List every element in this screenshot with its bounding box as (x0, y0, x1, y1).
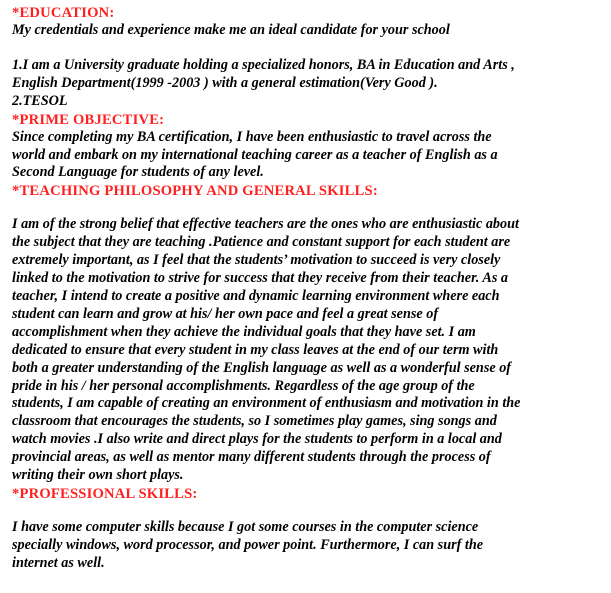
philosophy-line: linked to the motivation to strive for success that they receive from their teacher. As a (12, 270, 509, 287)
professional-line: I have some computer skills because I got some courses in the computer science (12, 518, 479, 535)
philosophy-line: provincial areas, as well as mentor many different students through the process of (12, 449, 491, 466)
philosophy-text (12, 216, 602, 485)
philosophy-line: accomplishment when they achieve the individual goals that they have set. I am (12, 323, 476, 340)
document-body (12, 4, 602, 573)
philosophy-line: I am of the strong belief that effective teachers are the ones who are enthusiastic about (12, 216, 519, 233)
philosophy-line: extremely important, as I feel that the students’ motivation to succeed is very closely (12, 252, 501, 269)
objective-heading: *PRIME OBJECTIVE: (12, 111, 165, 128)
philosophy-line: student can learn and grow at his/ her own pace and feel a great sense of (12, 305, 439, 322)
objective-line: Since completing my BA certification, I have been enthusiastic to travel across the (12, 128, 492, 145)
philosophy-line: classroom that encourages the students, so I sometimes play games, sing songs and (12, 413, 497, 430)
philosophy-line: watch movies .I also write and direct plays for the students to perform in a local and (12, 431, 502, 448)
objective-text (12, 129, 602, 183)
spacer (12, 40, 602, 57)
education-item-1-line-2: English Department(1999 -2003 ) with a general estimation(Very Good ). (12, 74, 438, 91)
philosophy-line: students, I am capable of creating an environment of enthusiasm and motivation in the (12, 395, 521, 412)
objective-line: world and embark on my international teaching career as a teacher of English as a (12, 146, 498, 163)
philosophy-line: writing their own short plays. (12, 467, 184, 484)
professional-line: specially windows, word processor, and power point. Furthermore, I can surf the (12, 536, 484, 553)
education-item-1-line-1: 1.I am a University graduate holding a specialized honors, BA in Education and Arts , (12, 56, 515, 73)
philosophy-line: teacher, I intend to create a positive and dynamic learning environment where each (12, 287, 500, 304)
philosophy-line: dedicated to ensure that every student in my class leaves at the end of our term with (12, 341, 499, 358)
education-heading: *EDUCATION: (12, 5, 115, 21)
education-intro: My credentials and experience make me an ideal candidate for your school (12, 22, 450, 38)
professional-line: internet as well. (12, 554, 105, 571)
professional-text (12, 519, 602, 573)
education-item-2: 2.TESOL (12, 92, 68, 109)
philosophy-line: pride in his / her personal accomplishments. Regardless of the age group of the (12, 377, 475, 394)
philosophy-line: the subject that they are teaching .Patience and constant support for each student are (12, 234, 511, 251)
spacer (12, 200, 602, 216)
philosophy-heading: *TEACHING PHILOSOPHY AND GENERAL SKILLS: (12, 183, 378, 200)
spacer (12, 503, 602, 519)
objective-line: Second Language for students of any level. (12, 164, 264, 181)
philosophy-line: both a greater understanding of the English language as well as a wonderful sense of (12, 359, 512, 376)
professional-heading: *PROFESSIONAL SKILLS: (12, 485, 198, 502)
